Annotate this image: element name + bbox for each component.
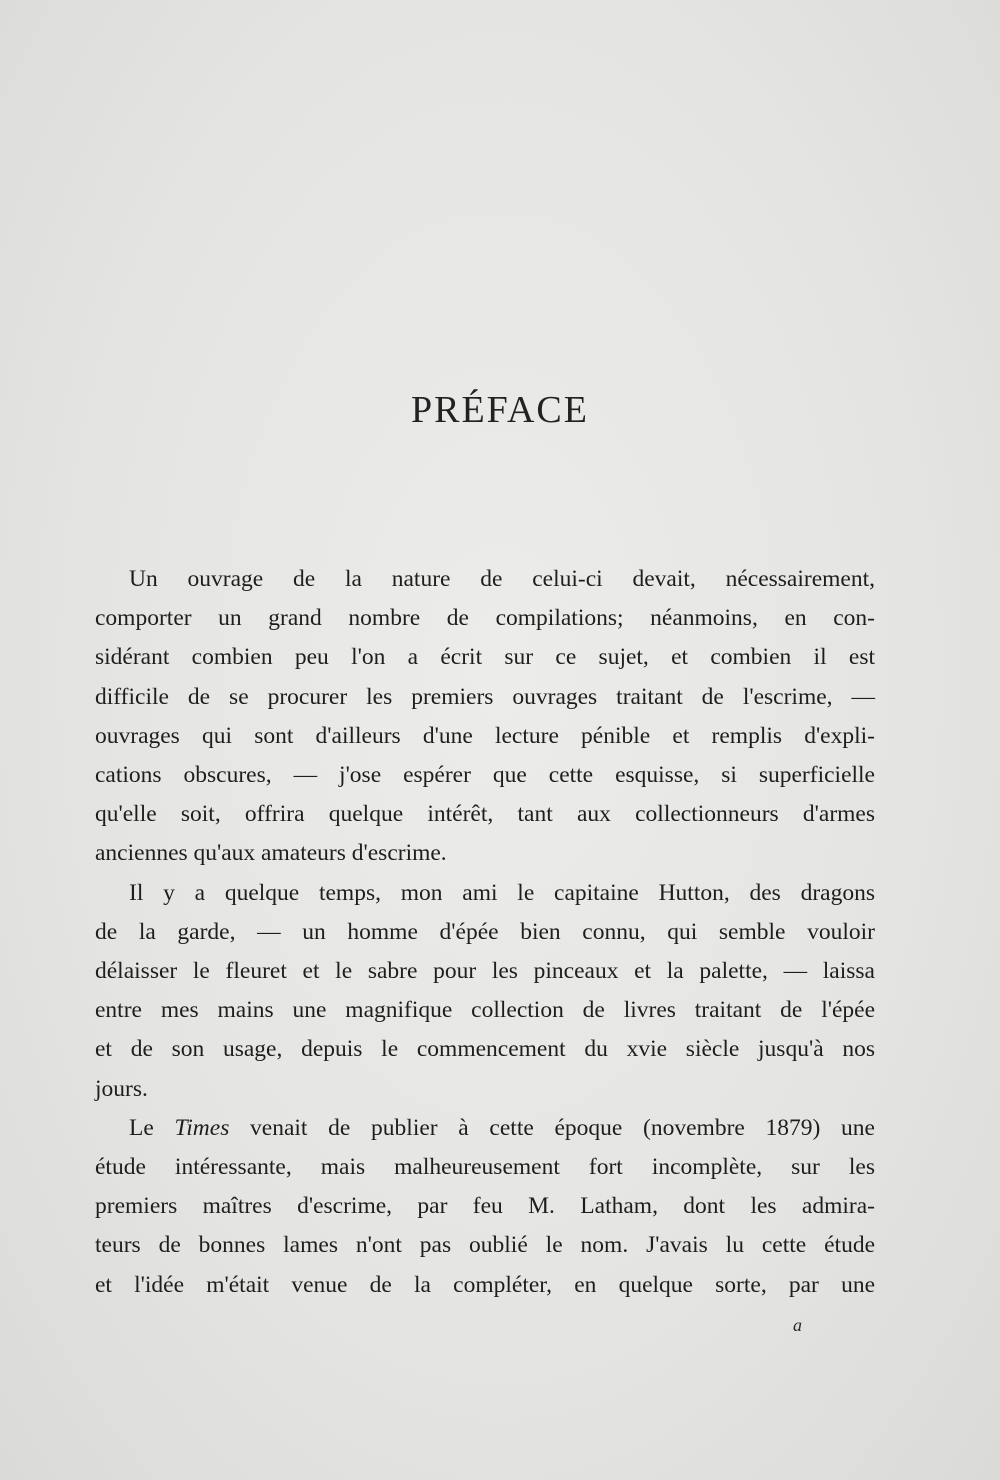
text-line: anciennes qu'aux amateurs d'escrime. xyxy=(95,840,447,867)
text-line: qu'elle soit, offrira quelque intérêt, tant aux collectionneurs d'armes xyxy=(95,801,875,828)
signature-mark: a xyxy=(793,1315,802,1335)
text-line: entre mes mains une magnifique collection de livres traitant de l'épée xyxy=(95,997,875,1024)
text-line: et l'idée m'était venue de la compléter, en quelque sorte, par une xyxy=(95,1271,875,1298)
text-line: et de son usage, depuis le commencement du xvie siècle jusqu'à nos xyxy=(95,1036,875,1063)
text-line: délaisser le fleuret et le sabre pour les pinceaux et la palette, — laissa xyxy=(95,958,875,985)
text-line: Un ouvrage de la nature de celui-ci devait, nécessairement, xyxy=(129,566,875,592)
text-line: comporter un grand nombre de compilations; néanmoins, en con- xyxy=(95,605,875,632)
text-line: difficile de se procurer les premiers ouvrages traitant de l'escrime, — xyxy=(95,683,875,710)
paragraph-2 xyxy=(95,874,875,1109)
paragraph-3 xyxy=(95,1109,875,1305)
text-line: cations obscures, — j'ose espérer que cette esquisse, si superficielle xyxy=(95,762,875,789)
text-line: premiers maîtres d'escrime, par feu M. Latham, dont les admira- xyxy=(95,1193,875,1220)
text-line: Il y a quelque temps, mon ami le capitaine Hutton, des dragons xyxy=(129,879,875,906)
text-line: de la garde, — un homme d'épée bien connu, qui semble vouloir xyxy=(95,918,875,945)
preface-body xyxy=(95,560,875,1305)
page-title: PRÉFACE xyxy=(410,389,589,431)
text-line: étude intéressante, mais malheureusement fort incomplète, sur les xyxy=(95,1154,875,1181)
text-line: jours. xyxy=(95,1075,148,1102)
text-line: teurs de bonnes lames n'ont pas oublié le nom. J'avais lu cette étude xyxy=(95,1232,875,1259)
text-line: sidérant combien peu l'on a écrit sur ce sujet, et combien il est xyxy=(95,644,875,671)
paragraph-1 xyxy=(95,560,875,874)
text-line: Le Times venait de publier à cette époque (novembre 1879) une xyxy=(129,1114,875,1141)
text-line: ouvrages qui sont d'ailleurs d'une lecture pénible et remplis d'expli- xyxy=(95,722,875,749)
